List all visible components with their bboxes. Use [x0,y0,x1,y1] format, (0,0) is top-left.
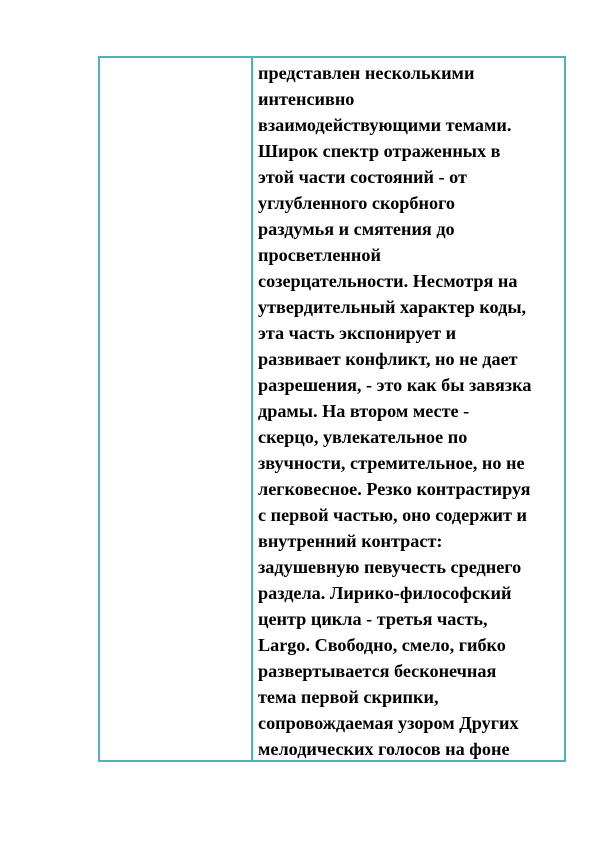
text-line: драмы. На втором месте - [258,401,470,421]
text-line: развертывается бесконечная [258,661,497,681]
text-line: звучности, стремительное, но не [258,453,525,473]
text-line: с первой частью, оно содержит и [258,505,527,525]
table-cell-left [100,58,253,760]
text-line: представлен несколькими [258,63,475,83]
text-line: внутренний контраст: [258,531,443,551]
text-line: просветленной [258,245,381,265]
text-line: разрешения, - это как бы завязка [258,375,532,395]
text-line: Largo. Свободно, смело, гибко [258,635,506,655]
text-line: раздела. Лирико-философский [258,583,512,603]
text-line: этой части состояний - от [258,167,467,187]
text-line: развивает конфликт, но не дает [258,349,518,369]
text-line: интенсивно [258,89,355,109]
text-line: скерцо, увлекательное по [258,427,468,447]
text-line: углубленного скорбного [258,193,455,213]
text-line: созерцательности. Несмотря на [258,271,518,291]
text-line: мелодических голосов на фоне [258,739,510,759]
text-line: эта часть экспонирует и [258,323,457,343]
text-line: раздумья и смятения до [258,219,455,239]
text-line: Широк спектр отраженных в [258,141,501,161]
text-line: легковесное. Резко контрастируя [258,479,531,499]
text-line: задушевную певучесть среднего [258,557,522,577]
content-table [98,56,566,762]
cell-paragraph [258,60,560,760]
text-line: тема первой скрипки, [258,687,439,707]
text-line: центр цикла - третья часть, [258,609,488,629]
text-line: взаимодействующими темами. [258,115,512,135]
table-cell-right [253,58,564,760]
text-line: утвердительный характер коды, [258,297,527,317]
text-line: сопровождаемая узором Других [258,713,519,733]
